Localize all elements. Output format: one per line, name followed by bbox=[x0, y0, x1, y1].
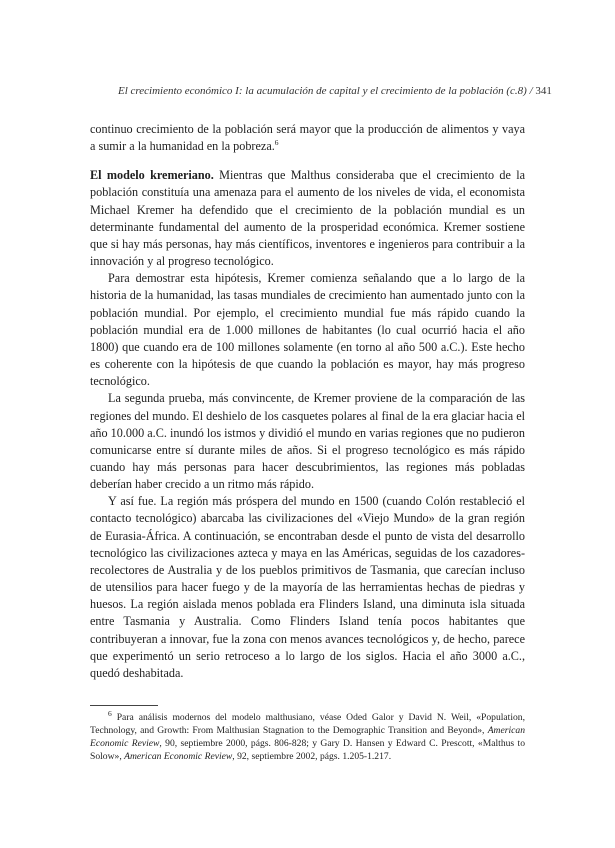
page-number: 341 bbox=[535, 85, 552, 97]
footnote-reference: 6 bbox=[274, 138, 279, 148]
paragraph-kremer-model bbox=[90, 167, 525, 270]
paragraph-regions: Y así fue. La región más próspera del mundo en 1500 (cuando Colón restableció el contacto tecnológico) abarcaba las civilizaciones del «Viejo Mundo» de la gran región de Eurasia-África. A continuación, se encontraban desde el punto de vista del desarrollo tecnológico las civilizaciones azteca y maya en las Américas, seguidas de los cazadores-recolectores de Australia y de los pueblos primitivos de Tasmania, que carecían incluso de utensilios para hacer fuego y de la mayoría de las herramientas hechas de piedras y huesos. La región aislada menos poblada era Flinders Island, una diminuta isla situada entre Tasmania y Australia. Como Flinders Island tenía pocos habitantes que contribuyeran a innovar, fue la zona con menos avances tecnológicos y, de hecho, parece que experimentó un serio retroceso a lo largo de los siglos. Hacia el año 3000 a.C., quedó deshabitada. bbox=[90, 494, 525, 680]
section-run-in-heading: El modelo kremeriano. bbox=[90, 168, 214, 183]
body-text bbox=[90, 121, 525, 682]
paragraph-kremer-model-text: Mientras que Malthus consideraba que el crecimiento de la población constituía una amenaza para el aumento de los niveles de vida, el economista Michael Kremer ha defendido que el crecimiento de la población mundial es un determinante fundamental del aumento de la prosperidad económica. Kremer sostiene que si hay más personas, hay más científicos, inventores e ingenieros para contribuir a la innovación y al progreso tecnológico. bbox=[90, 168, 525, 269]
running-head-title: El crecimiento económico I: la acumulación de capital y el crecimiento de la población (c.8) bbox=[118, 85, 527, 97]
footnote-text-a: Para análisis modernos del modelo malthusiano, véase Oded Galor y David N. Weil, «Population, Technology, and Growth: From Malthusian Stagnation to the Demographic Transition and Beyond», bbox=[90, 712, 525, 736]
paragraph-continuation bbox=[90, 121, 525, 155]
footnote-number: 6 bbox=[108, 708, 112, 718]
footnote-journal-b: American Economic Review bbox=[124, 751, 233, 762]
paragraph-second-proof: La segunda prueba, más convincente, de Kremer proviene de la comparación de las regiones del mundo. El deshielo de los casquetes polares al final de la era glaciar hacia el año 10.000 a.C. inundó los istmos y dividió el mundo en varias regiones que no pudieron comunicarse entre sí durante miles de años. Si el progreso tecnológico es más rápido cuando hay más personas para hacer descubrimientos, las regiones más pobladas deberían haber crecido a un ritmo más rápido. bbox=[90, 391, 525, 492]
footnote-text-c: , 92, septiembre 2002, págs. 1.205-1.217. bbox=[232, 751, 392, 762]
running-head bbox=[118, 85, 552, 97]
footnote bbox=[90, 708, 525, 763]
footnote-divider bbox=[90, 705, 158, 706]
footnote-journal-a: American Economic Review bbox=[90, 725, 525, 749]
running-head-separator: / bbox=[526, 85, 536, 97]
paragraph-continuation-text: continuo crecimiento de la población será mayor que la producción de alimentos y vaya a sumir a la humanidad en la pobreza. bbox=[90, 122, 525, 154]
footnote-text-b: , 90, septiembre 2000, págs. 806-828; y Gary D. Hansen y Edward C. Prescott, «Malthus to Solow», bbox=[90, 738, 525, 762]
paragraph-hypothesis: Para demostrar esta hipótesis, Kremer comienza señalando que a lo largo de la historia de la humanidad, las tasas mundiales de crecimiento han aumentado junto con la población mundial. Por ejemplo, el crecimiento mundial fue más rápido cuando la población mundial era de 1.000 millones de habitantes (lo cual ocurrió hacia el año 1800) que cuando era de 100 millones solamente (en torno al año 500 a.C.). Este hecho es coherente con la hipótesis de que cuando la población es mayor, hay más progreso tecnológico. bbox=[90, 271, 525, 389]
